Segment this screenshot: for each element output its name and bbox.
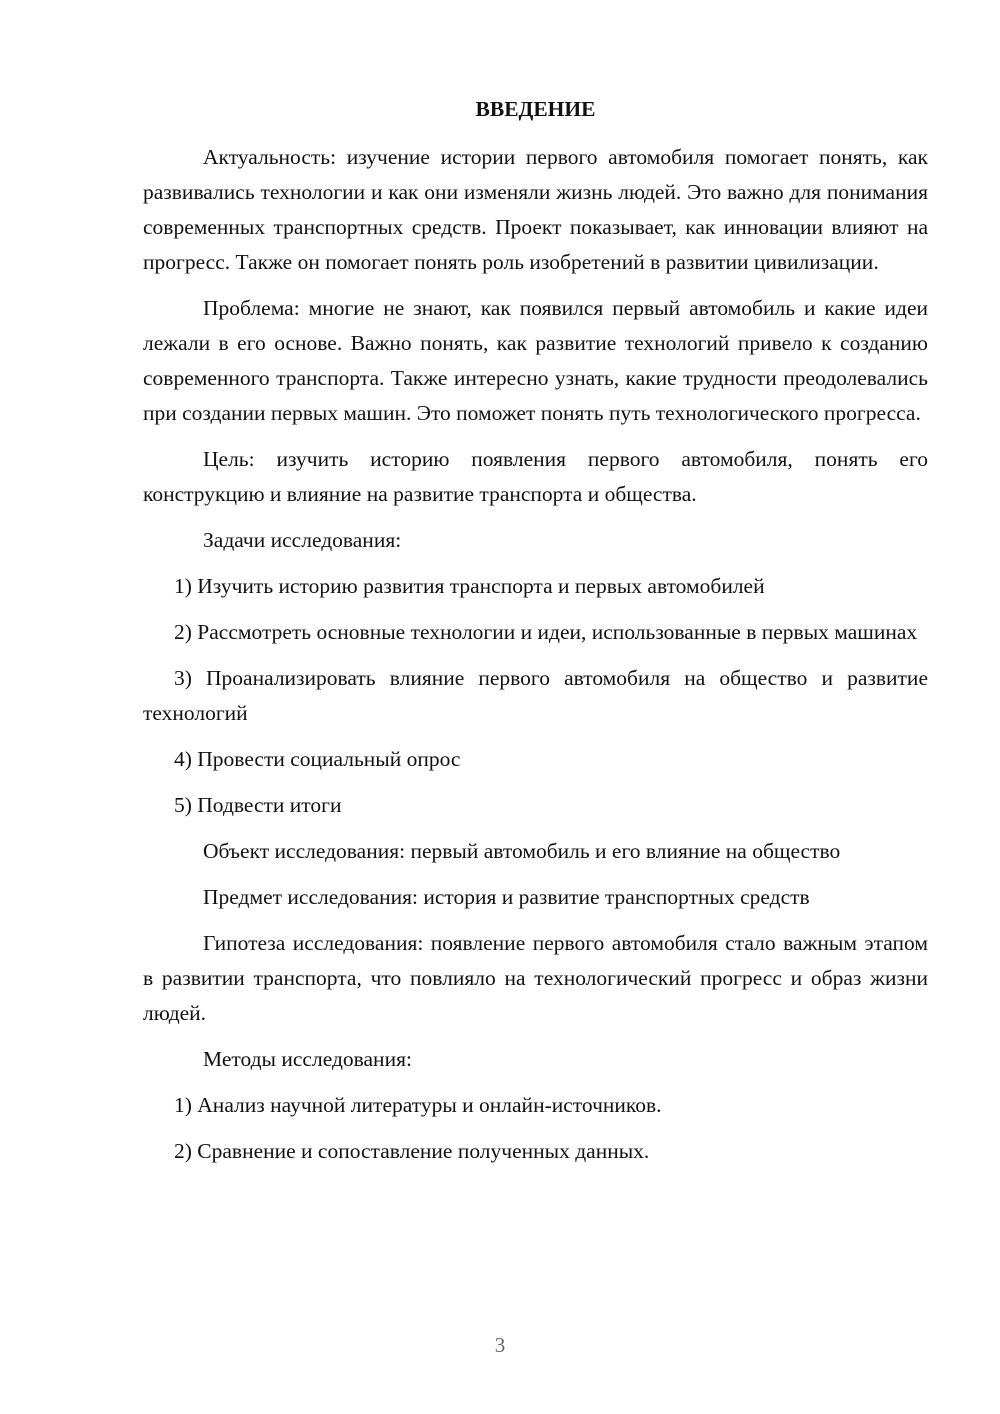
task-item: 1) Изучить историю развития транспорта и первых автомобилей (174, 574, 765, 598)
subject-paragraph: Предмет исследования: история и развитие транспортных средств (203, 885, 810, 909)
object-paragraph: Объект исследования: первый автомобиль и его влияние на общество (203, 839, 841, 863)
document-page (143, 92, 928, 1169)
relevance-paragraph: Актуальность: изучение истории первого автомобиля помогает понять, как развивались технологии и как они изменяли жизнь людей. Это важно для понимания современных транспортных средств. Проект показывает, как инновации влияют на прогресс. Также он помогает понять роль изобретений в развитии цивилизации. (143, 145, 928, 274)
task-item: 3) Проанализировать влияние первого автомобиля на общество и развитие технологий (143, 666, 928, 725)
page-number: 3 (494, 1333, 506, 1357)
tasks-heading: Задачи исследования: (203, 528, 402, 552)
section-title: ВВЕДЕНИЕ (475, 97, 596, 121)
task-item: 4) Провести социальный опрос (174, 747, 461, 771)
hypothesis-paragraph: Гипотеза исследования: появление первого автомобиля стало важным этапом в развитии транспорта, что повлияло на технологический прогресс и образ жизни людей. (143, 931, 928, 1025)
method-item: 2) Сравнение и сопоставление полученных данных. (174, 1139, 650, 1163)
task-item: 5) Подвести итоги (174, 793, 342, 817)
method-item: 1) Анализ научной литературы и онлайн-источников. (174, 1093, 662, 1117)
methods-heading: Методы исследования: (203, 1047, 412, 1071)
problem-paragraph: Проблема: многие не знают, как появился первый автомобиль и какие идеи лежали в его основе. Важно понять, как развитие технологий привело к созданию современного транспорта. Также интересно узнать, какие трудности преодолевались при создании первых машин. Это поможет понять путь технологического прогресса. (143, 296, 928, 425)
task-item: 2) Рассмотреть основные технологии и идеи, использованные в первых машинах (174, 620, 918, 644)
goal-paragraph: Цель: изучить историю появления первого автомобиля, понять его конструкцию и влияние на развитие транспорта и общества. (143, 447, 928, 506)
